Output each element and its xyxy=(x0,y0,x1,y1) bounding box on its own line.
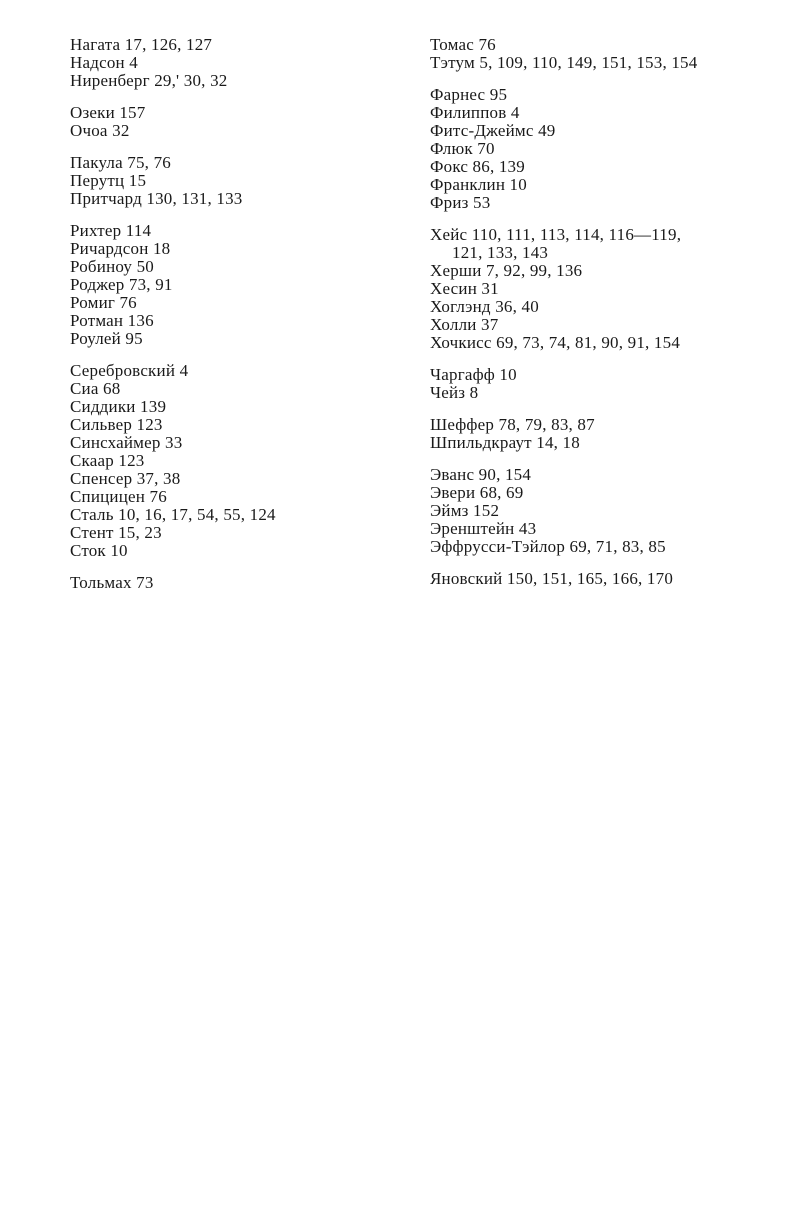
index-entry: Эффрусси-Тэйлор 69, 71, 83, 85 xyxy=(430,537,666,556)
index-letter-group xyxy=(430,416,780,452)
index-entry: Пакула 75, 76 xyxy=(70,153,171,172)
index-entry: Синсхаймер 33 xyxy=(70,433,183,452)
index-letter-group xyxy=(430,226,780,352)
index-entry: Ротман 136 xyxy=(70,311,154,330)
index-letter-group xyxy=(430,570,780,588)
index-entry: Притчард 130, 131, 133 xyxy=(70,189,243,208)
index-letter-group xyxy=(430,86,780,212)
index-entry: Хочкисс 69, 73, 74, 81, 90, 91, 154 xyxy=(430,333,681,352)
index-entry: Эймз 152 xyxy=(430,501,500,520)
index-entry: Хоглэнд 36, 40 xyxy=(430,297,539,316)
index-entry: Чаргафф 10 xyxy=(430,365,517,384)
index-entry: Филиппов 4 xyxy=(430,103,520,122)
index-entry: Ричардсон 18 xyxy=(70,239,171,258)
index-entry: Фарнес 95 xyxy=(430,85,508,104)
index-entry: Шеффер 78, 79, 83, 87 xyxy=(430,415,595,434)
index-letter-group xyxy=(430,366,780,402)
index-entry: Спенсер 37, 38 xyxy=(70,469,181,488)
index-left-column xyxy=(70,36,410,606)
index-entry: Спицицен 76 xyxy=(70,487,167,506)
index-entry: Стент 15, 23 xyxy=(70,523,162,542)
index-entry: Сток 10 xyxy=(70,541,128,560)
index-entry: Сиддики 139 xyxy=(70,397,167,416)
index-entry: Перутц 15 xyxy=(70,171,147,190)
index-entry: Томас 76 xyxy=(430,35,496,54)
index-entry: Ниренберг 29,' 30, 32 xyxy=(70,71,228,90)
index-entry: Сильвер 123 xyxy=(70,415,163,434)
index-letter-group xyxy=(70,362,410,560)
index-entry: Сиа 68 xyxy=(70,379,121,398)
index-entry: Хесин 31 xyxy=(430,279,499,298)
index-entry: Франклин 10 xyxy=(430,175,527,194)
index-entry: Роулей 95 xyxy=(70,329,143,348)
index-entry: Очоа 32 xyxy=(70,121,130,140)
index-entry: Эвери 68, 69 xyxy=(430,483,524,502)
index-entry: Тэтум 5, 109, 110, 149, 151, 153, 154 xyxy=(430,53,698,72)
index-letter-group xyxy=(70,222,410,348)
index-entry: Чейз 8 xyxy=(430,383,479,402)
index-entry: Фриз 53 xyxy=(430,193,491,212)
index-entry: Холли 37 xyxy=(430,315,499,334)
index-entry: Яновский 150, 151, 165, 166, 170 xyxy=(430,569,674,588)
index-entry: Фитс-Джеймс 49 xyxy=(430,121,556,140)
index-entry: Хейс 110, 111, 113, 114, 116—119, xyxy=(430,225,682,244)
index-entry: Нагата 17, 126, 127 xyxy=(70,35,213,54)
index-letter-group xyxy=(70,574,410,592)
index-entry: Тольмах 73 xyxy=(70,573,154,592)
index-letter-group xyxy=(70,36,410,90)
index-letter-group xyxy=(70,154,410,208)
index-entry: Робиноу 50 xyxy=(70,257,154,276)
index-entry: Озеки 157 xyxy=(70,103,146,122)
index-entry: Рихтер 114 xyxy=(70,221,152,240)
index-entry: 121, 133, 143 xyxy=(452,243,549,262)
index-letter-group xyxy=(70,104,410,140)
index-entry: Скаар 123 xyxy=(70,451,145,470)
index-entry: Флюк 70 xyxy=(430,139,495,158)
index-entry: Эренштейн 43 xyxy=(430,519,537,538)
index-letter-group xyxy=(430,466,780,556)
index-entry: Херши 7, 92, 99, 136 xyxy=(430,261,583,280)
index-right-column xyxy=(430,36,780,602)
index-entry: Роджер 73, 91 xyxy=(70,275,173,294)
index-entry: Сталь 10, 16, 17, 54, 55, 124 xyxy=(70,505,276,524)
index-entry: Шпильдкраут 14, 18 xyxy=(430,433,580,452)
index-entry: Ромиг 76 xyxy=(70,293,137,312)
index-letter-group xyxy=(430,36,780,72)
index-entry: Серебровский 4 xyxy=(70,361,189,380)
index-entry: Эванс 90, 154 xyxy=(430,465,532,484)
index-entry: Надсон 4 xyxy=(70,53,138,72)
index-entry: Фокс 86, 139 xyxy=(430,157,525,176)
